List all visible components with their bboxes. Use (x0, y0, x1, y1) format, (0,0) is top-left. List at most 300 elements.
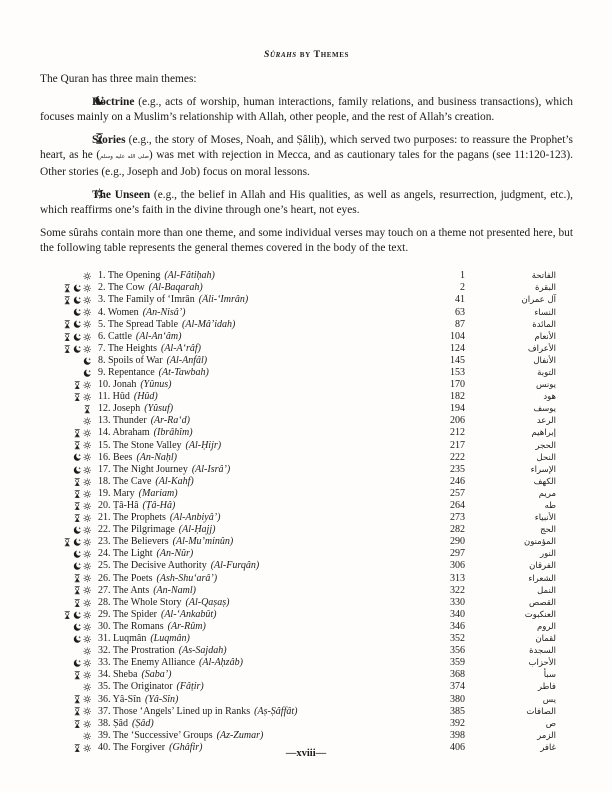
unseen-icon (83, 466, 92, 475)
row-theme-icons (40, 333, 91, 342)
table-row (40, 319, 573, 331)
surah-title (91, 379, 435, 391)
table-row (40, 379, 573, 391)
surah-transliteration: (Al-Anfâl) (166, 354, 208, 366)
theme-label: The Unseen (92, 188, 151, 201)
surah-name: Spoils of War (108, 354, 163, 366)
row-theme-icons (40, 695, 91, 704)
unseen-icon (83, 695, 92, 704)
stories-icon (73, 429, 82, 438)
surah-arabic-name: الرعد (536, 416, 556, 427)
row-theme-icons (40, 720, 91, 729)
surah-title (91, 282, 435, 294)
row-theme-icons (40, 357, 91, 366)
surah-arabic-name: الأعراف (527, 343, 556, 354)
table-row (40, 560, 573, 572)
surah-page-number: 63 (455, 306, 465, 318)
doctrine-icon (73, 611, 82, 620)
unseen-icon (83, 333, 92, 342)
text-segment: Some (40, 226, 69, 239)
row-theme-icons (40, 466, 91, 475)
surah-name: Ṣâd (113, 717, 128, 729)
table-row (40, 718, 573, 730)
table-row (40, 476, 573, 488)
table-row (40, 730, 573, 742)
surah-transliteration: (Ṭâ-Hâ) (142, 500, 176, 512)
surah-name: The Prophets (112, 512, 166, 524)
surah-name: The Decisive Authority (112, 560, 207, 572)
text-segment: s contain more than one theme, and some individual verses may touch on a theme not presented here, but the following table represents the general themes covered in the body of the text. (40, 226, 573, 255)
surah-name: The ‘Successive’ Groups (112, 729, 213, 741)
row-theme-icons (40, 308, 91, 317)
surah-arabic-name: طه (544, 501, 556, 512)
unseen-icon (83, 550, 92, 559)
surah-number: 35. (98, 681, 113, 693)
unseen-icon (83, 623, 92, 632)
page-number: —xviii— (285, 748, 327, 759)
surah-transliteration: (Ash-Shu‘arâ’) (156, 572, 218, 584)
surah-transliteration: (Saba’) (141, 669, 172, 681)
surah-name: Jonah (113, 379, 137, 391)
doctrine-icon (73, 466, 82, 475)
row-theme-icons (40, 707, 91, 716)
surah-arabic-name: الشعراء (528, 573, 556, 584)
surah-name: The Believers (112, 536, 169, 548)
surah-title (91, 440, 435, 452)
surah-arabic-name: الحج (540, 525, 556, 536)
surah-title (91, 573, 435, 585)
surah-number: 19. (98, 487, 113, 499)
surah-title (91, 645, 435, 657)
surah-title (91, 536, 435, 548)
surah-name: The Spider (112, 608, 157, 620)
surah-name: The Light (112, 548, 153, 560)
surah-page-number: 330 (450, 596, 465, 608)
table-row (40, 355, 573, 367)
surah-arabic-name: الفاتحة (531, 271, 556, 282)
surah-transliteration: (Luqmân) (150, 633, 190, 645)
surah-page-number: 170 (450, 379, 465, 391)
surah-page-number: 194 (450, 403, 465, 415)
surah-arabic-name: سبأ (543, 670, 556, 681)
surah-number: 15. (98, 439, 113, 451)
surah-number: 9. (98, 366, 108, 378)
surah-transliteration: (Az-Zumar) (216, 729, 264, 741)
surah-name: The Opening (107, 270, 161, 282)
table-row (40, 609, 573, 621)
surah-transliteration: (Al-Fâtiḥah) (164, 270, 215, 282)
unseen-icon-slot (67, 188, 78, 199)
surah-arabic-name: ص (545, 718, 556, 729)
surah-transliteration: (An-Naḥl) (136, 451, 177, 463)
surah-arabic-name: إبراهيم (531, 428, 556, 439)
surah-number: 7. (98, 342, 108, 354)
header-title-italic: Sûrahs (263, 49, 297, 60)
unseen-icon (83, 671, 92, 680)
surah-name: Women (107, 306, 139, 318)
text-segment-i: sûrah (68, 226, 94, 239)
surah-number: 17. (98, 463, 113, 475)
surah-transliteration: (Yûnus) (140, 379, 172, 391)
table-row (40, 440, 573, 452)
surah-transliteration: (Mariam) (138, 487, 178, 499)
row-theme-icons (40, 574, 91, 583)
surah-title (91, 585, 435, 597)
surah-page-number: 282 (450, 524, 465, 536)
stories-icon (73, 514, 82, 523)
surah-number: 39. (98, 729, 113, 741)
surah-page-number: 368 (450, 669, 465, 681)
surah-transliteration: (An-Nisâ’) (142, 306, 186, 318)
text-segment: (e.g., the belief in Allah and His qualities, as well as angels, resurrection, judgment, etc.), which reaffirms one’s faith in the divine through one’s heart, not eyes. (40, 188, 574, 217)
surah-arabic-name: الأنبياء (534, 513, 556, 524)
surah-name: The Whole Story (112, 596, 182, 608)
row-theme-icons (40, 538, 91, 547)
stories-icon (63, 296, 72, 305)
table-row (40, 331, 573, 343)
surah-title (91, 694, 435, 706)
table-row (40, 597, 573, 609)
surah-arabic-name: الفرقان (529, 561, 556, 572)
row-theme-icons (40, 478, 91, 487)
surah-transliteration: (Âli-‘Imrân) (198, 294, 249, 306)
unseen-icon (83, 514, 92, 523)
table-row (40, 391, 573, 403)
doctrine-icon (73, 623, 82, 632)
table-row (40, 706, 573, 718)
unseen-icon (83, 635, 92, 644)
surah-number: 30. (98, 620, 113, 632)
table-row (40, 343, 573, 355)
surah-name: The Night Journey (112, 463, 188, 475)
surah-title (91, 500, 435, 512)
surah-number: 25. (98, 560, 113, 572)
stories-icon (73, 599, 82, 608)
surah-transliteration: (Al-Ḥajj) (178, 524, 216, 536)
surah-title (91, 706, 435, 718)
row-theme-icons (40, 417, 91, 426)
surah-number: 33. (98, 657, 113, 669)
row-theme-icons (40, 453, 91, 462)
page-content (40, 47, 573, 754)
surah-title (91, 621, 435, 633)
unseen-icon (83, 611, 92, 620)
surah-number: 38. (98, 717, 113, 729)
surah-arabic-name: لقمان (535, 634, 556, 645)
row-theme-icons (40, 369, 91, 378)
doctrine-icon (73, 635, 82, 644)
surah-name: Joseph (113, 403, 141, 415)
unseen-icon (83, 490, 92, 499)
surah-page-number: 359 (450, 657, 465, 669)
surah-arabic-name: المائدة (532, 319, 556, 330)
surah-name: Those ‘Angels’ Lined up in Ranks (112, 705, 251, 717)
surah-page-number: 346 (450, 620, 465, 632)
surah-transliteration: (Al-Isrâ’) (191, 463, 231, 475)
surah-page-number: 153 (450, 366, 465, 378)
table-row (40, 657, 573, 669)
unseen-icon (83, 586, 92, 595)
table-row (40, 452, 573, 464)
surah-transliteration: (An-Naml) (153, 584, 196, 596)
surah-name: The Romans (112, 620, 164, 632)
table-row (40, 536, 573, 548)
surah-title (91, 681, 435, 693)
surah-name: Sheba (113, 669, 138, 681)
surah-title (91, 609, 435, 621)
unseen-icon (83, 441, 92, 450)
doctrine-icon (73, 345, 82, 354)
surah-arabic-name: آل عمران (521, 295, 556, 306)
unseen-icon (83, 296, 92, 305)
unseen-icon (83, 707, 92, 716)
row-theme-icons (40, 345, 91, 354)
unseen-icon (83, 453, 92, 462)
surah-arabic-name: هود (543, 392, 556, 403)
surah-transliteration: (Fâṭir) (176, 681, 204, 693)
surah-page-number: 306 (450, 560, 465, 572)
surah-page-number: 222 (450, 451, 465, 463)
surah-number: 11. (98, 391, 113, 403)
stories-icon (73, 671, 82, 680)
surah-number: 3. (98, 294, 108, 306)
unseen-icon (83, 417, 92, 426)
stories-icon (63, 284, 72, 293)
surah-arabic-name: يونس (536, 380, 556, 391)
surah-page-number: 1 (460, 270, 465, 282)
surah-page-number: 235 (450, 463, 465, 475)
surah-arabic-name: المؤمنون (523, 537, 556, 548)
stories-icon (83, 405, 92, 414)
text-segment: ) was met with rejection in Mecca, and as cautionary tales for the pagans ( (148, 149, 497, 162)
surah-transliteration: (Al-Ḥijr) (185, 439, 222, 451)
surah-name: The Cow (107, 282, 145, 294)
doctrine-icon (73, 453, 82, 462)
surah-number: 20. (98, 500, 113, 512)
themes-table (40, 270, 573, 754)
surah-number: 34. (98, 669, 113, 681)
stories-icon (63, 320, 72, 329)
stories-icon (73, 695, 82, 704)
table-row (40, 403, 573, 415)
surah-name: Mary (113, 487, 135, 499)
surah-transliteration: (Al-Mâ’idah) (182, 318, 236, 330)
surah-arabic-name: الروم (536, 621, 556, 632)
surah-title (91, 331, 435, 343)
row-theme-icons (40, 526, 91, 535)
surah-page-number: 322 (450, 584, 465, 596)
surah-page-number: 297 (450, 548, 465, 560)
stories-icon (73, 478, 82, 487)
surah-transliteration: (Ibrâhîm) (153, 427, 193, 439)
surah-transliteration: (At-Tawbah) (158, 366, 209, 378)
surah-title (91, 548, 435, 560)
surah-transliteration: (Ar-Rûm) (167, 620, 206, 632)
stories-icon (73, 720, 82, 729)
unseen-icon (83, 272, 92, 281)
surah-number: 2. (98, 282, 108, 294)
doctrine-icon (83, 369, 92, 378)
surah-transliteration: (Hûd) (133, 391, 158, 403)
doctrine-icon (73, 308, 82, 317)
header-title-rest: by Themes (296, 49, 350, 60)
doctrine-icon (73, 526, 82, 535)
row-theme-icons (40, 659, 91, 668)
stories-icon (63, 333, 72, 342)
page-header (40, 47, 573, 62)
row-theme-icons (40, 296, 91, 305)
row-theme-icons (40, 671, 91, 680)
surah-title (91, 657, 435, 669)
surah-arabic-name: غافر (540, 742, 556, 753)
row-theme-icons (40, 429, 91, 438)
surah-page-number: 2 (460, 282, 465, 294)
surah-arabic-name: النور (539, 549, 556, 560)
surah-transliteration: (An-Nûr) (156, 548, 194, 560)
table-row (40, 294, 573, 306)
row-theme-icons (40, 611, 91, 620)
surah-page-number: 340 (450, 608, 465, 620)
unseen-icon (83, 683, 92, 692)
surah-arabic-name: السجدة (529, 646, 556, 657)
table-row (40, 645, 573, 657)
unseen-icon (83, 320, 92, 329)
surah-name: Repentance (108, 366, 155, 378)
doctrine-icon (73, 320, 82, 329)
stories-icon (63, 611, 72, 620)
surah-name: The Stone Valley (112, 439, 182, 451)
row-theme-icons (40, 284, 91, 293)
surah-transliteration: (Al-Kahf) (155, 475, 194, 487)
table-row (40, 681, 573, 693)
unseen-icon (83, 284, 92, 293)
unseen-icon (83, 659, 92, 668)
surah-transliteration: (Al-Furqân) (210, 560, 260, 572)
table-row (40, 307, 573, 319)
surah-name: Bees (113, 451, 133, 463)
row-theme-icons (40, 502, 91, 511)
surah-page-number: 145 (450, 354, 465, 366)
surah-title (91, 718, 435, 730)
row-theme-icons (40, 732, 91, 741)
surah-title (91, 294, 435, 306)
surah-arabic-name: الصافات (526, 706, 556, 717)
unseen-icon (83, 345, 92, 354)
surah-name: Luqmân (113, 633, 147, 645)
surah-transliteration: (Ṣâd) (132, 717, 154, 729)
surah-title (91, 633, 435, 645)
row-theme-icons (40, 272, 91, 281)
table-row (40, 415, 573, 427)
surah-arabic-name: مريم (538, 488, 556, 499)
surah-page-number: 374 (450, 681, 465, 693)
surah-page-number: 392 (450, 717, 465, 729)
surah-arabic-name: الزمر (537, 730, 556, 741)
stories-icon (63, 345, 72, 354)
table-row (40, 488, 573, 500)
table-row (40, 633, 573, 645)
table-row (40, 270, 573, 282)
surah-number: 37. (98, 705, 113, 717)
surah-number: 23. (98, 536, 113, 548)
row-theme-icons (40, 441, 91, 450)
unseen-icon (83, 562, 92, 571)
surah-title (91, 730, 435, 742)
surah-title (91, 560, 435, 572)
surah-title (91, 488, 435, 500)
surah-number: 8. (98, 354, 108, 366)
surah-title (91, 415, 435, 427)
theme-label: Stories (92, 133, 126, 146)
doctrine-icon (83, 357, 92, 366)
stories-icon (73, 502, 82, 511)
unseen-icon (83, 732, 92, 741)
text-segment-pbuh: صلى الله عليه وسلم (100, 154, 149, 161)
doctrine-icon (73, 659, 82, 668)
surah-title (91, 391, 435, 403)
surah-number: 27. (98, 584, 113, 596)
theme-label: Doctrine (92, 95, 135, 108)
surah-title (91, 343, 435, 355)
surah-transliteration: (Aṣ-Ṣâffât) (254, 705, 298, 717)
doctrine-icon (73, 333, 82, 342)
surah-name: Ṭâ-Hâ (113, 500, 139, 512)
surah-name: Abraham (112, 427, 150, 439)
row-theme-icons (40, 405, 91, 414)
surah-name: The Pilgrimage (112, 524, 175, 536)
unseen-icon (83, 599, 92, 608)
surah-name: The Forgiver (112, 741, 166, 753)
surah-number: 32. (98, 645, 113, 657)
surah-page-number: 356 (450, 645, 465, 657)
doctrine-icon (73, 550, 82, 559)
surah-transliteration: (Yâ-Sîn) (144, 693, 179, 705)
row-theme-icons (40, 514, 91, 523)
surah-page-number: 290 (450, 536, 465, 548)
surah-name: The Heights (107, 342, 157, 354)
table-row (40, 427, 573, 439)
surah-number: 10. (98, 379, 113, 391)
surah-title (91, 452, 435, 464)
surah-name: The Ants (112, 584, 150, 596)
surah-transliteration: (Al-Qaṣaṣ) (185, 596, 230, 608)
closing-paragraph (40, 226, 573, 256)
surah-page-number: 246 (450, 475, 465, 487)
surah-page-number: 217 (450, 439, 465, 451)
table-row (40, 500, 573, 512)
row-theme-icons (40, 562, 91, 571)
row-theme-icons (40, 635, 91, 644)
surah-name: The Prostration (112, 645, 175, 657)
doctrine-icon (73, 284, 82, 293)
surah-page-number: 182 (450, 391, 465, 403)
unseen-icon (83, 393, 92, 402)
surah-number: 14. (98, 427, 113, 439)
stories-icon (73, 441, 82, 450)
table-row (40, 282, 573, 294)
surah-number: 22. (98, 524, 113, 536)
surah-transliteration: (Al-Anbiyâ’) (169, 512, 221, 524)
surah-title (91, 319, 435, 331)
table-row (40, 464, 573, 476)
surah-title (91, 597, 435, 609)
table-row (40, 669, 573, 681)
surah-arabic-name: يوسف (533, 404, 556, 415)
surah-page-number: 206 (450, 415, 465, 427)
table-row (40, 367, 573, 379)
surah-page-number: 41 (455, 294, 465, 306)
surah-title (91, 512, 435, 524)
